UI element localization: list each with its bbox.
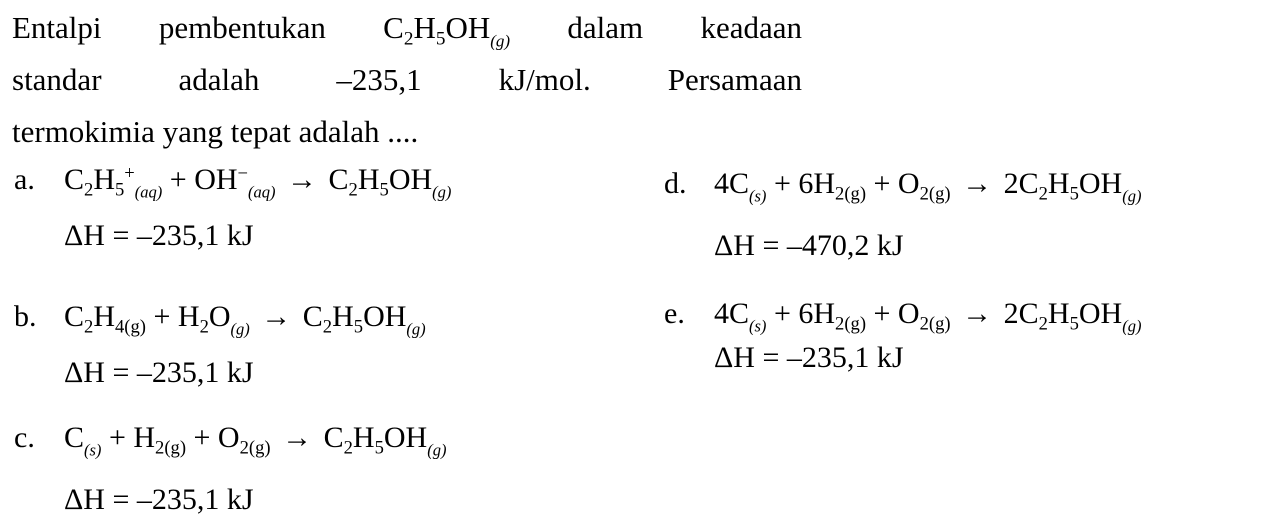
option-delta-h: ΔH = –235,1 kJ: [64, 483, 254, 516]
option-letter: d.: [664, 167, 687, 200]
option-c[interactable]: [14, 418, 614, 518]
option-b[interactable]: [14, 297, 614, 387]
option-e[interactable]: [664, 294, 1274, 384]
option-delta-h: ΔH = –470,2 kJ: [714, 229, 904, 262]
question-line-3: termokimia yang tepat adalah ....: [12, 114, 419, 149]
option-d[interactable]: [664, 164, 1274, 264]
question-text: [12, 2, 802, 158]
option-delta-h: ΔH = –235,1 kJ: [714, 341, 904, 374]
option-letter: b.: [14, 300, 37, 333]
option-equation: $C_2H_{4(g)} + H_2O_{(g)} \to C_2H_5OH_{(g)}$: [64, 300, 426, 339]
option-equation: $C_2H_5^+_{(aq)} + OH^-_{(aq)} \to C_2H_5OH_{(g)}$: [64, 162, 452, 202]
option-delta-h: ΔH = –235,1 kJ: [64, 219, 254, 252]
option-equation: $4C_{(s)} + 6H_{2(g)} + O_{2(g)} \to 2C_2H_5OH_{(g)}$: [714, 297, 1142, 336]
question-line-2: standar adalah –235,1 kJ/mol. Persamaan: [12, 62, 802, 97]
option-a[interactable]: [14, 160, 614, 250]
option-delta-h: ΔH = –235,1 kJ: [64, 356, 254, 389]
option-letter: a.: [14, 163, 35, 196]
option-letter: e.: [664, 297, 685, 330]
option-equation: $C_{(s)} + H_{2(g)} + O_{2(g)} \to C_2H_5OH_{(g)}$: [64, 421, 447, 460]
option-letter: c.: [14, 421, 35, 454]
question-line-1: Entalpi pembentukan $C_2H_5OH_{(g)}$ dalam keadaan: [12, 10, 802, 51]
option-equation: $4C_{(s)} + 6H_{2(g)} + O_{2(g)} \to 2C_2H_5OH_{(g)}$: [714, 167, 1142, 206]
